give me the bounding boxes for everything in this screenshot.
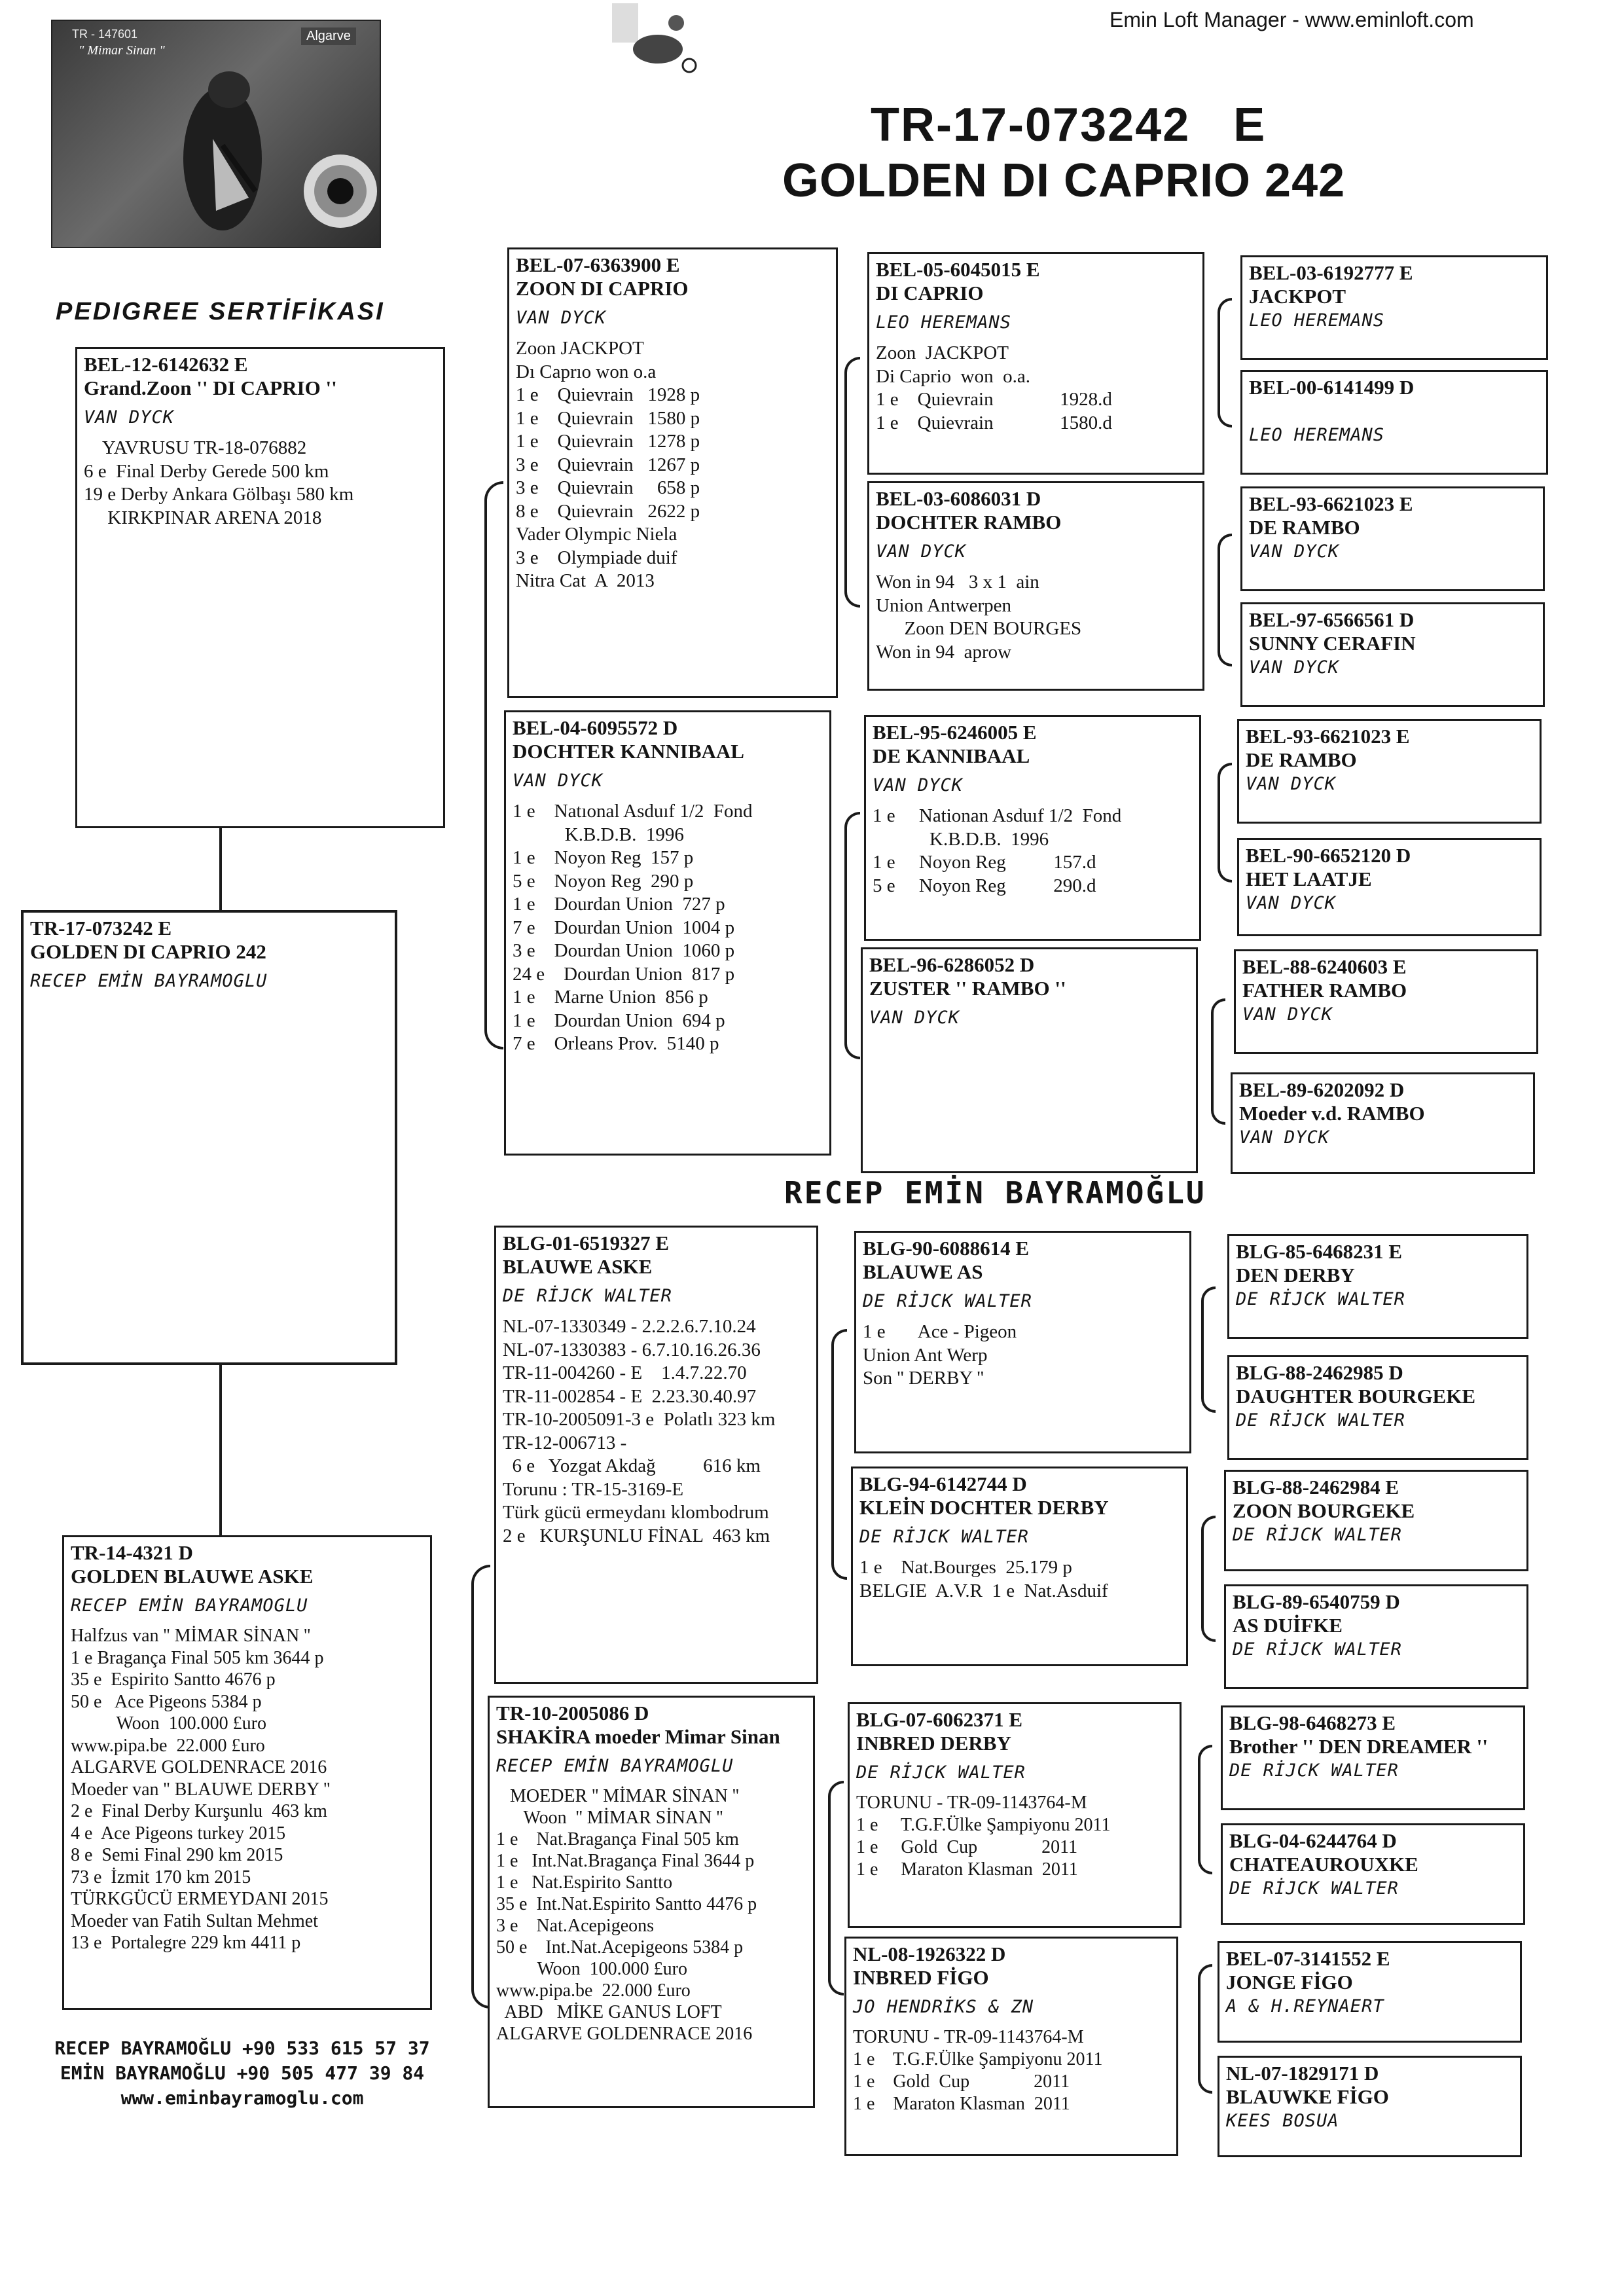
ddd-name: INBRED FİGO	[853, 1966, 989, 1989]
subject-breeder: RECEP EMİN BAYRAMOGLU	[30, 971, 268, 991]
sd-ring: BEL-04-6095572 D	[513, 716, 678, 739]
g12-breeder: DE RİJCK WALTER	[1233, 1639, 1402, 1660]
dd-card[interactable]	[488, 1696, 815, 2108]
sd-notes: 1 e Natıonal Asduıf 1/2 Fond K.B.D.B. 1996 1 e Noyon Reg 157 p 5 e Noyon Reg 290 p 1 e Dourdan Union 727 p 7 e Dourdan Union 1004 p 3 e Dourdan Union 1060 p 24 e Dourdan Union 817 p 1 e Marne Union 856 p 1 e Dourdan Union 694 p 7 e Orleans Prov. 5140 p	[513, 801, 753, 1054]
g5-card[interactable]	[1237, 719, 1542, 824]
bracket-ssd	[1218, 534, 1232, 666]
sds-card[interactable]	[864, 715, 1201, 941]
dss-card[interactable]	[854, 1231, 1191, 1453]
g1-ring: BEL-03-6192777 E	[1249, 261, 1413, 284]
pigeon-logo-icon	[612, 3, 697, 79]
sss-notes: Zoon JACKPOT Di Caprio won o.a. 1 e Quievrain 1928.d 1 e Quievrain 1580.d	[876, 342, 1112, 433]
pigeon-eye-icon	[301, 152, 380, 230]
bracket-sdd	[1211, 998, 1225, 1125]
ddd-card[interactable]	[844, 1937, 1178, 2156]
sd-card[interactable]	[504, 710, 831, 1156]
g8-name: Moeder v.d. RAMBO	[1239, 1102, 1425, 1125]
g13-breeder: DE RİJCK WALTER	[1229, 1760, 1399, 1781]
bracket-sire	[484, 481, 503, 1049]
dds-name: INBRED DERBY	[856, 1732, 1011, 1755]
g4-breeder: VAN DYCK	[1249, 657, 1340, 678]
ddd-ring: NL-08-1926322 D	[853, 1942, 1006, 1965]
sdd-card[interactable]	[861, 947, 1198, 1173]
sire-connector	[219, 828, 222, 910]
subject-card[interactable]	[21, 910, 397, 1365]
ssd-card[interactable]	[867, 481, 1204, 691]
bracket-ss	[844, 357, 860, 608]
bracket-dds	[1198, 1745, 1212, 1874]
sd-breeder: VAN DYCK	[513, 771, 604, 791]
g11-breeder: DE RİJCK WALTER	[1233, 1525, 1402, 1545]
bracket-dsd	[1201, 1516, 1216, 1642]
g8-ring: BEL-89-6202092 D	[1239, 1078, 1405, 1101]
dam-connector	[219, 1365, 222, 1535]
bracket-dd	[828, 1781, 844, 1995]
g10-card[interactable]	[1227, 1355, 1528, 1460]
sds-name: DE KANNIBAAL	[873, 744, 1030, 767]
dam-name: GOLDEN BLAUWE ASKE	[71, 1565, 314, 1588]
g8-breeder: VAN DYCK	[1239, 1127, 1330, 1148]
g4-name: SUNNY CERAFIN	[1249, 632, 1416, 655]
dam-notes: Halfzus van '' MİMAR SİNAN '' 1 e Bragança Final 505 km 3644 p 35 e Espirito Santto 4676 p 50 e Ace Pigeons 5384 p Woon 100.000 £uro www.pipa.be 22.000 £uro ALGARVE GOLDENRACE 2016 Moeder van '' BLAUWE DERBY '' 2 e Final Derby Kurşunlu 463 km 4 e Ace Pigeons turkey 2015 8 e Semi Final 290 km 2015 73 e İzmit 170 km 2015 TÜRKGÜCÜ ERMEYDANI 2015 Moeder van Fatih Sultan Mehmet 13 e Portalegre 229 km 4411 p	[71, 1626, 331, 1953]
dam-card[interactable]	[62, 1535, 432, 2010]
g14-name: CHATEAUROUXKE	[1229, 1853, 1418, 1876]
photo-tag-name: " Mimar Sinan "	[79, 43, 165, 58]
g10-ring: BLG-88-2462985 D	[1236, 1361, 1403, 1384]
sdd-breeder: VAN DYCK	[869, 1008, 960, 1028]
g3-name: DE RAMBO	[1249, 516, 1360, 539]
g16-card[interactable]	[1218, 2056, 1522, 2157]
subject-name: GOLDEN DI CAPRIO 242	[30, 940, 266, 963]
g1-card[interactable]	[1240, 255, 1548, 360]
g11-ring: BLG-88-2462984 E	[1233, 1476, 1399, 1499]
g5-name: DE RAMBO	[1246, 748, 1357, 771]
g12-ring: BLG-89-6540759 D	[1233, 1590, 1400, 1613]
g5-ring: BEL-93-6621023 E	[1246, 725, 1410, 748]
g13-name: Brother '' DEN DREAMER ''	[1229, 1735, 1488, 1758]
g14-ring: BLG-04-6244764 D	[1229, 1829, 1397, 1852]
dss-name: BLAUWE AS	[863, 1260, 983, 1283]
sds-notes: 1 e Nationan Asduıf 1/2 Fond K.B.D.B. 1996 1 e Noyon Reg 157.d 5 e Noyon Reg 290.d	[873, 805, 1122, 896]
photo-tag-left: TR - 147601	[72, 27, 138, 41]
certificate-label: PEDIGREE SERTİFİKASI	[56, 298, 385, 325]
ssd-notes: Won in 94 3 x 1 ain Union Antwerpen Zoon DEN BOURGES Won in 94 aprow	[876, 572, 1082, 663]
bracket-ds	[831, 1329, 847, 1580]
sd-name: DOCHTER KANNIBAAL	[513, 740, 744, 763]
dd-ring: TR-10-2005086 D	[496, 1702, 649, 1724]
dds-breeder: DE RİJCK WALTER	[856, 1762, 1026, 1783]
g7-name: FATHER RAMBO	[1242, 979, 1407, 1002]
sss-card[interactable]	[867, 252, 1204, 475]
dsd-breeder: DE RİJCK WALTER	[859, 1527, 1029, 1547]
g9-name: DEN DERBY	[1236, 1264, 1355, 1286]
bracket-sss	[1218, 298, 1232, 428]
dds-ring: BLG-07-6062371 E	[856, 1708, 1023, 1731]
g6-name: HET LAATJE	[1246, 867, 1372, 890]
dss-ring: BLG-90-6088614 E	[863, 1237, 1030, 1260]
photo-tag-right: Algarve	[301, 27, 356, 45]
g15-ring: BEL-07-3141552 E	[1226, 1947, 1390, 1970]
g4-card[interactable]	[1240, 602, 1545, 707]
loft-logo	[612, 3, 697, 79]
ssd-breeder: VAN DYCK	[876, 541, 967, 562]
g13-ring: BLG-98-6468273 E	[1229, 1711, 1396, 1734]
sss-breeder: LEO HEREMANS	[876, 312, 1012, 333]
g15-breeder: A & H.REYNAERT	[1226, 1996, 1384, 2016]
g8-card[interactable]	[1231, 1072, 1535, 1174]
subject-ring: TR-17-073242 E	[30, 917, 172, 939]
ss-ring: BEL-07-6363900 E	[516, 253, 680, 276]
g12-card[interactable]	[1224, 1584, 1528, 1689]
g3-ring: BEL-93-6621023 E	[1249, 492, 1413, 515]
owner-name: RECEP EMİN BAYRAMOĞLU	[784, 1175, 1206, 1211]
sss-ring: BEL-05-6045015 E	[876, 258, 1040, 281]
page-ring-number: TR-17-073242 E	[871, 99, 1267, 151]
g16-name: BLAUWKE FİGO	[1226, 2085, 1389, 2108]
dd-notes: MOEDER '' MİMAR SİNAN '' Woon '' MİMAR SİNAN '' 1 e Nat.Bragança Final 505 km 1 e Int.Nat.Bragança Final 3644 p 1 e Nat.Espirito Santto 35 e Int.Nat.Espirito Santto 4476 p 3 e Nat.Acepigeons 50 e Int.Nat.Acepigeons 5384 p Woon 100.000 £uro www.pipa.be 22.000 £uro ABD MİKE GANUS LOFT ALGARVE GOLDENRACE 2016	[496, 1786, 757, 2044]
g16-breeder: KEES BOSUA	[1226, 2111, 1339, 2131]
g11-card[interactable]	[1224, 1470, 1528, 1571]
g1-breeder: LEO HEREMANS	[1249, 310, 1385, 331]
dam-ring: TR-14-4321 D	[71, 1541, 193, 1564]
dsd-card[interactable]	[851, 1467, 1188, 1666]
g15-name: JONGE FİGO	[1226, 1971, 1353, 1994]
g6-card[interactable]	[1237, 838, 1542, 936]
ssd-name: DOCHTER RAMBO	[876, 511, 1062, 534]
ds-card[interactable]	[494, 1226, 818, 1684]
sire-breeder: VAN DYCK	[84, 407, 175, 428]
contact-block	[33, 2036, 452, 2111]
ddd-breeder: JO HENDRİKS & ZN	[853, 1997, 1034, 2017]
dam-breeder: RECEP EMİN BAYRAMOGLU	[71, 1595, 308, 1616]
g11-name: ZOON BOURGEKE	[1233, 1499, 1415, 1522]
g2-card[interactable]	[1240, 370, 1548, 475]
g2-breeder: LEO HEREMANS	[1249, 425, 1385, 445]
contact-website[interactable]: www.eminbayramoglu.com	[120, 2087, 364, 2109]
g1-name: JACKPOT	[1249, 285, 1346, 308]
sdd-name: ZUSTER '' RAMBO ''	[869, 977, 1066, 1000]
dds-card[interactable]	[848, 1702, 1182, 1928]
dd-breeder: RECEP EMİN BAYRAMOGLU	[496, 1756, 734, 1776]
dsd-name: KLEİN DOCHTER DERBY	[859, 1496, 1109, 1519]
ddd-notes: TORUNU - TR-09-1143764-M 1 e T.G.F.Ülke Şampiyonu 2011 1 e Gold Cup 2011 1 e Maraton Klasman 2011	[853, 2027, 1103, 2114]
dds-notes: TORUNU - TR-09-1143764-M 1 e T.G.F.Ülke Şampiyonu 2011 1 e Gold Cup 2011 1 e Maraton Klasman 2011	[856, 1793, 1111, 1880]
dss-notes: 1 e Ace - Pigeon Union Ant Werp Son '' DERBY ''	[863, 1321, 1017, 1389]
ss-breeder: VAN DYCK	[516, 308, 607, 328]
pigeon-icon	[151, 60, 295, 237]
ss-card[interactable]	[507, 247, 838, 698]
g13-card[interactable]	[1221, 1705, 1525, 1810]
g5-breeder: VAN DYCK	[1246, 774, 1337, 794]
dd-name: SHAKİRA moeder Mimar Sinan	[496, 1725, 780, 1748]
dsd-ring: BLG-94-6142744 D	[859, 1472, 1027, 1495]
g7-breeder: VAN DYCK	[1242, 1004, 1333, 1025]
pigeon-photo	[51, 20, 381, 248]
contact-phone-recep: RECEP BAYRAMOĞLU +90 533 615 57 37	[54, 2037, 430, 2059]
sds-breeder: VAN DYCK	[873, 775, 964, 795]
sire-ring: BEL-12-6142632 E	[84, 353, 248, 376]
sire-card[interactable]	[75, 347, 445, 828]
sdd-ring: BEL-96-6286052 D	[869, 953, 1035, 976]
sds-ring: BEL-95-6246005 E	[873, 721, 1037, 744]
page-title: GOLDEN DI CAPRIO 242	[782, 155, 1346, 207]
ssd-ring: BEL-03-6086031 D	[876, 487, 1041, 510]
g10-breeder: DE RİJCK WALTER	[1236, 1410, 1405, 1430]
dsd-notes: 1 e Nat.Bourges 25.179 p BELGIE A.V.R 1 e Nat.Asduif	[859, 1557, 1108, 1601]
g12-name: AS DUİFKE	[1233, 1614, 1343, 1637]
g4-ring: BEL-97-6566561 D	[1249, 608, 1415, 631]
software-credit: Emin Loft Manager - www.eminloft.com	[1110, 8, 1474, 31]
g15-card[interactable]	[1218, 1941, 1522, 2043]
g14-card[interactable]	[1221, 1823, 1525, 1925]
g3-breeder: VAN DYCK	[1249, 541, 1340, 562]
bracket-sd	[844, 812, 860, 1059]
g9-ring: BLG-85-6468231 E	[1236, 1240, 1403, 1263]
g14-breeder: DE RİJCK WALTER	[1229, 1878, 1399, 1899]
ss-notes: Zoon JACKPOT Dı Caprıo won o.a 1 e Quievrain 1928 p 1 e Quievrain 1580 p 1 e Quievrain 1278 p 3 e Quievrain 1267 p 3 e Quievrain 658 p 8 e Quievrain 2622 p Vader Olympic Niela 3 e Olympiade duif Nitra Cat A 2013	[516, 338, 700, 591]
ds-breeder: DE RİJCK WALTER	[503, 1286, 672, 1306]
g16-ring: NL-07-1829171 D	[1226, 2062, 1379, 2085]
sss-name: DI CAPRIO	[876, 282, 984, 304]
sire-notes: YAVRUSU TR-18-076882 6 e Final Derby Gerede 500 km 19 e Derby Ankara Gölbaşı 580 km KIRKPINAR ARENA 2018	[84, 437, 354, 528]
bracket-sds	[1218, 763, 1232, 883]
g7-card[interactable]	[1234, 949, 1538, 1054]
ds-name: BLAUWE ASKE	[503, 1255, 653, 1278]
g7-ring: BEL-88-6240603 E	[1242, 955, 1407, 978]
g6-breeder: VAN DYCK	[1246, 893, 1337, 913]
ds-notes: NL-07-1330349 - 2.2.2.6.7.10.24 NL-07-1330383 - 6.7.10.16.26.36 TR-11-004260 - E 1.4.7.22.70 TR-11-002854 - E 2.23.30.40.97 TR-10-2005091-3 e Polatlı 323 km TR-12-006713 - 6 e Yozgat Akdağ 616 km Torunu : TR-15-3169-E Türk gücü ermeydanı klombodrum 2 e KURŞUNLU FİNAL 463 km	[503, 1316, 776, 1546]
bracket-ddd	[1198, 1964, 1212, 2094]
ds-ring: BLG-01-6519327 E	[503, 1231, 670, 1254]
sire-name: Grand.Zoon '' DI CAPRIO ''	[84, 376, 337, 399]
contact-phone-emin: EMİN BAYRAMOĞLU +90 505 477 39 84	[60, 2062, 425, 2084]
g9-breeder: DE RİJCK WALTER	[1236, 1289, 1405, 1309]
g2-ring: BEL-00-6141499 D	[1249, 376, 1415, 399]
dss-breeder: DE RİJCK WALTER	[863, 1291, 1032, 1311]
g3-card[interactable]	[1240, 486, 1545, 591]
g6-ring: BEL-90-6652120 D	[1246, 844, 1411, 867]
g10-name: DAUGHTER BOURGEKE	[1236, 1385, 1476, 1408]
ss-name: ZOON DI CAPRIO	[516, 277, 689, 300]
bracket-dss	[1201, 1286, 1216, 1413]
g9-card[interactable]	[1227, 1234, 1528, 1339]
